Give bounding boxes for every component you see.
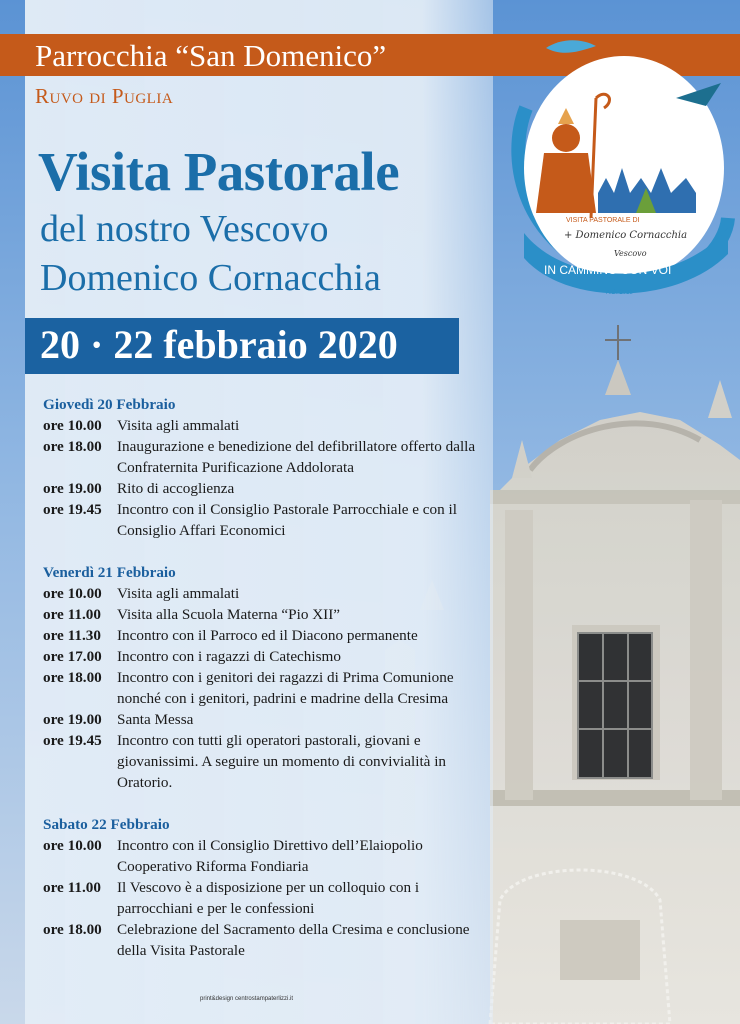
day-heading: Giovedì 20 Febbraio xyxy=(43,396,176,413)
event-description: Incontro con i ragazzi di Catechismo xyxy=(117,648,341,665)
event-dates: 20 · 22 febbraio 2020 xyxy=(40,322,398,367)
event-time: ore 18.00 xyxy=(43,669,102,686)
day-heading: Venerdì 21 Febbraio xyxy=(43,564,176,581)
day-heading: Sabato 22 Febbraio xyxy=(43,816,170,833)
schedule-row xyxy=(43,835,483,877)
event-description: Visita alla Scuola Materna “Pio XII” xyxy=(117,606,341,623)
event-time: ore 19.00 xyxy=(43,480,102,497)
schedule-row xyxy=(43,667,483,709)
logo-top-text: VISITA PASTORALE DI xyxy=(566,217,640,224)
logo-motto: IN CAMMINO CON VOI xyxy=(544,263,672,277)
event-description: Inaugurazione e benedizione del defibrillatore offerto dalla Confraternita Purificazione Addolorata xyxy=(117,438,476,476)
event-time: ore 10.00 xyxy=(43,585,102,602)
event-time: ore 19.00 xyxy=(43,711,102,728)
logo-year: A.D. 2018 xyxy=(606,290,633,296)
title-line-3: Domenico Cornacchia xyxy=(40,257,381,299)
pastoral-visit-logo xyxy=(506,28,736,298)
schedule-row xyxy=(43,709,483,730)
parish-name: Parrocchia “San Domenico” xyxy=(35,38,387,73)
event-description: Incontro con il Consiglio Direttivo dell’Elaiopolio Cooperativo Riforma Fondiaria xyxy=(117,837,423,875)
event-time: ore 10.00 xyxy=(43,837,102,854)
event-time: ore 19.45 xyxy=(43,501,102,518)
event-description: Incontro con il Consiglio Pastorale Parrocchiale e con il Consiglio Affari Economici xyxy=(117,501,457,539)
dove-icon xyxy=(546,40,596,53)
bishop-figure-icon xyxy=(536,153,596,213)
day-spacer xyxy=(43,541,483,562)
event-description: Visita agli ammalati xyxy=(117,417,240,434)
event-description: Incontro con il Parroco ed il Diacono permanente xyxy=(117,627,418,644)
schedule-row xyxy=(43,478,483,499)
event-time: ore 18.00 xyxy=(43,921,102,938)
event-schedule xyxy=(43,394,483,961)
schedule-row xyxy=(43,499,483,541)
schedule-row xyxy=(43,415,483,436)
schedule-row xyxy=(43,604,483,625)
print-credit: print&design centrostampaterlizzi.it xyxy=(200,996,294,1002)
schedule-row xyxy=(43,730,483,793)
event-description: Celebrazione del Sacramento della Cresima e conclusione della Visita Pastorale xyxy=(117,921,470,959)
schedule-row xyxy=(43,646,483,667)
event-time: ore 11.30 xyxy=(43,627,101,644)
event-description: Visita agli ammalati xyxy=(117,585,240,602)
event-time: ore 11.00 xyxy=(43,879,101,896)
schedule-row xyxy=(43,919,483,961)
logo-signature: + Domenico Cornacchia xyxy=(564,230,688,241)
schedule-row xyxy=(43,625,483,646)
schedule-row xyxy=(43,877,483,919)
event-time: ore 17.00 xyxy=(43,648,102,665)
day-spacer xyxy=(43,793,483,814)
event-description: Rito di accoglienza xyxy=(117,480,235,497)
event-time: ore 19.45 xyxy=(43,732,102,749)
schedule-row xyxy=(43,436,483,478)
title-line-1: Visita Pastorale xyxy=(38,141,400,202)
logo-role: Vescovo xyxy=(614,249,647,258)
event-time: ore 10.00 xyxy=(43,417,102,434)
title-line-2: del nostro Vescovo xyxy=(40,208,329,250)
event-time: ore 18.00 xyxy=(43,438,102,455)
event-description: Il Vescovo è a disposizione per un colloquio con i parrocchiani e per le confessioni xyxy=(117,879,420,917)
schedule-row xyxy=(43,583,483,604)
event-description: Incontro con tutti gli operatori pastorali, giovani e giovanissimi. A seguire un momento di convivialità in Oratorio. xyxy=(117,732,447,791)
town-name: Ruvo di Puglia xyxy=(35,84,174,108)
event-description: Santa Messa xyxy=(117,711,194,728)
event-description: Incontro con i genitori dei ragazzi di Prima Comunione nonché con i genitori, padrini e madrine della Cresima xyxy=(117,669,454,707)
event-time: ore 11.00 xyxy=(43,606,101,623)
